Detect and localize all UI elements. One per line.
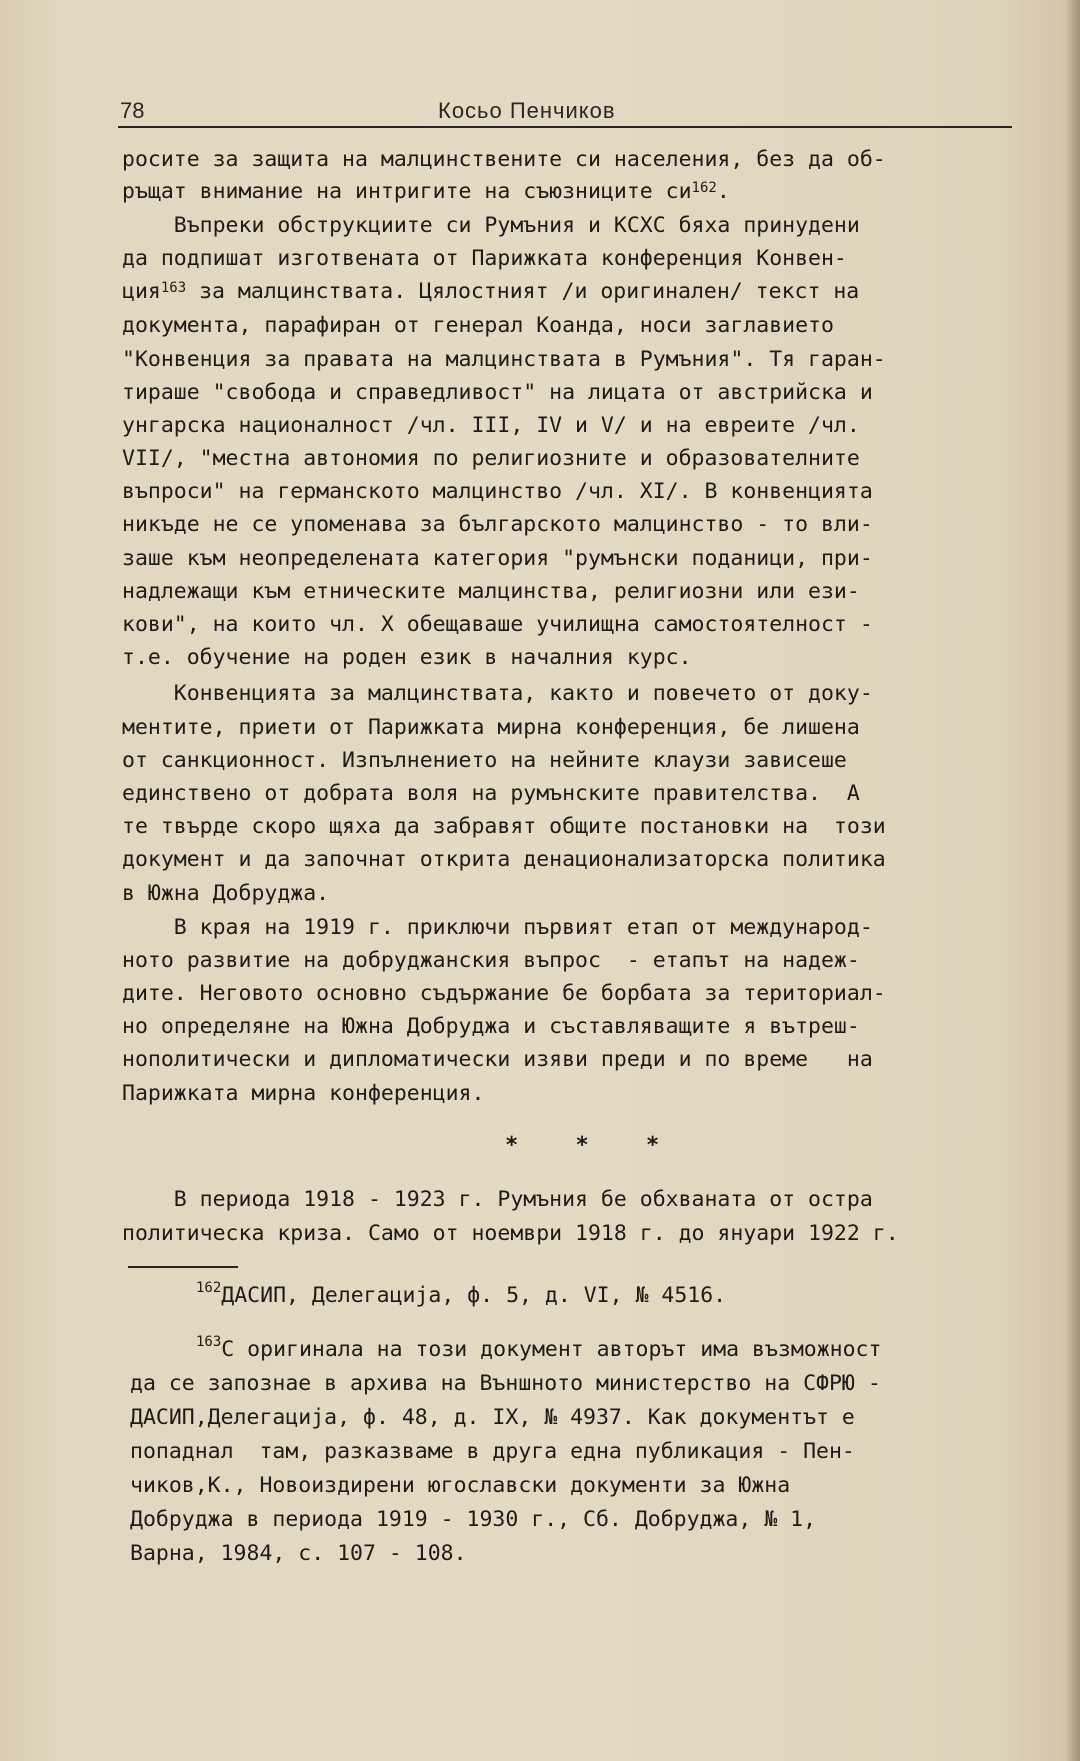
footnote-line: да се запознае в архива на Външното министерство на СФРЮ - bbox=[130, 1371, 881, 1396]
body-line: ръщат внимание на интригите на съюзниците $си^{162}$. bbox=[122, 179, 730, 204]
footnote-line: ДАСИП,Делегациjа, ф. 48, д. IX, № 4937. Как документът е bbox=[130, 1405, 855, 1430]
body-line: "Конвенция за правата на малцинствата в Румъния". Тя гаран- bbox=[122, 347, 886, 372]
body-line: ментите, приети от Парижката мирна конференция, бе лишена bbox=[122, 715, 860, 740]
body-line: политическа криза. Само от ноември 1918 г. до януари 1922 г. bbox=[122, 1221, 899, 1246]
body-line: тираше "свобода и справедливост" на лицата от австрийска и bbox=[122, 380, 873, 405]
body-line: В периода 1918 - 1923 г. Румъния бе обхваната от остра bbox=[122, 1187, 873, 1212]
body-line: но определяне на Южна Добруджа и съставляващите я вътреш- bbox=[122, 1014, 860, 1039]
section-separator: * * * bbox=[505, 1133, 682, 1158]
body-line: ното развитие на добруджанския въпрос - етапът на надеж- bbox=[122, 948, 860, 973]
body-line: Конвенцията за малцинствата, както и повечето от доку- bbox=[122, 681, 873, 706]
body-line: т.е. обучение на роден език в началния курс. bbox=[122, 645, 692, 670]
body-line: никъде не се упоменава за българското малцинство - то вли- bbox=[122, 512, 873, 537]
footnote-line: Добруджа в периода 1919 - 1930 г., Сб. Добруджа, № 1, bbox=[130, 1507, 817, 1532]
body-line: в Южна Добруджа. bbox=[122, 881, 330, 906]
body-line: въпроси" на германското малцинство /чл. XI/. В конвенцията bbox=[122, 479, 873, 504]
body-line: те твърде скоро щяха да забравят общите постановки на този bbox=[122, 814, 886, 839]
body-line: росите за защита на малцинствените си населения, без да об- bbox=[122, 147, 886, 172]
body-line: Въпреки обструкциите си Румъния и КСХС бяха принудени bbox=[122, 213, 860, 238]
footnote-rule bbox=[128, 1266, 238, 1268]
body-line: заше към неопределената категория "румънски поданици, при- bbox=[122, 546, 873, 571]
body-line: кови", на които чл. Х обещаваше училищна самостоятелност - bbox=[122, 612, 873, 637]
body-line: документ и да започнат открита денационализаторска политика bbox=[122, 847, 886, 872]
body-line: VII/, "местна автономия по религиозните и образователните bbox=[122, 446, 860, 471]
footnote-line: Варна, 1984, с. 107 - 108. bbox=[130, 1541, 467, 1566]
body-line: документа, парафиран от генерал Коанда, носи заглавието bbox=[122, 313, 834, 338]
body-line: от санкционност. Изпълнението на нейните клаузи зависеше bbox=[122, 748, 847, 773]
footnote-line: попаднал там, разказваме в друга една публикация - Пен- bbox=[130, 1439, 855, 1464]
page-edge-shadow bbox=[1064, 0, 1080, 1761]
header-rule bbox=[118, 126, 1012, 128]
body-line: Парижката мирна конференция. bbox=[122, 1081, 485, 1106]
body-line: да подпишат изготвената от Парижката конференция Конвен- bbox=[122, 246, 847, 271]
footnote-marker: 162 bbox=[196, 1280, 222, 1296]
body-line: надлежащи към етническите малцинства, религиозни или ези- bbox=[122, 579, 860, 604]
footnote-162: $^{162}$ДАСИП, Делегациjа, ф. 5, д. VI, № 4516. bbox=[196, 1280, 727, 1308]
footnote-line: чиков,К., Новоиздирени югославски документи за Южна bbox=[130, 1473, 791, 1498]
footnote-ref: 163 bbox=[160, 280, 187, 296]
page-number: 78 bbox=[120, 98, 145, 123]
footnote-ref: 162 bbox=[691, 180, 717, 196]
footnote-163: $^{163}$С оригинала на този документ авторът има възможност bbox=[196, 1334, 882, 1362]
running-title-author: Косьо Пенчиков bbox=[438, 98, 616, 123]
body-line: унгарска националност /чл. III, IV и V/ и на евреите /чл. bbox=[122, 413, 860, 438]
body-line: единствено от добрата воля на румънските правителства. А bbox=[122, 781, 860, 806]
body-line: нополитически и дипломатически изяви преди и по време на bbox=[122, 1047, 873, 1072]
footnote-marker: 163 bbox=[196, 1334, 222, 1350]
body-line: ция$^{163}$ за малцинствата. Цялостният /и оригинален/ текст на bbox=[122, 279, 860, 304]
body-line: дите. Неговото основно съдържание бе борбата за териториал- bbox=[122, 981, 886, 1006]
running-head bbox=[118, 98, 1012, 130]
body-line: В края на 1919 г. приключи първият етап от международ- bbox=[122, 915, 873, 940]
